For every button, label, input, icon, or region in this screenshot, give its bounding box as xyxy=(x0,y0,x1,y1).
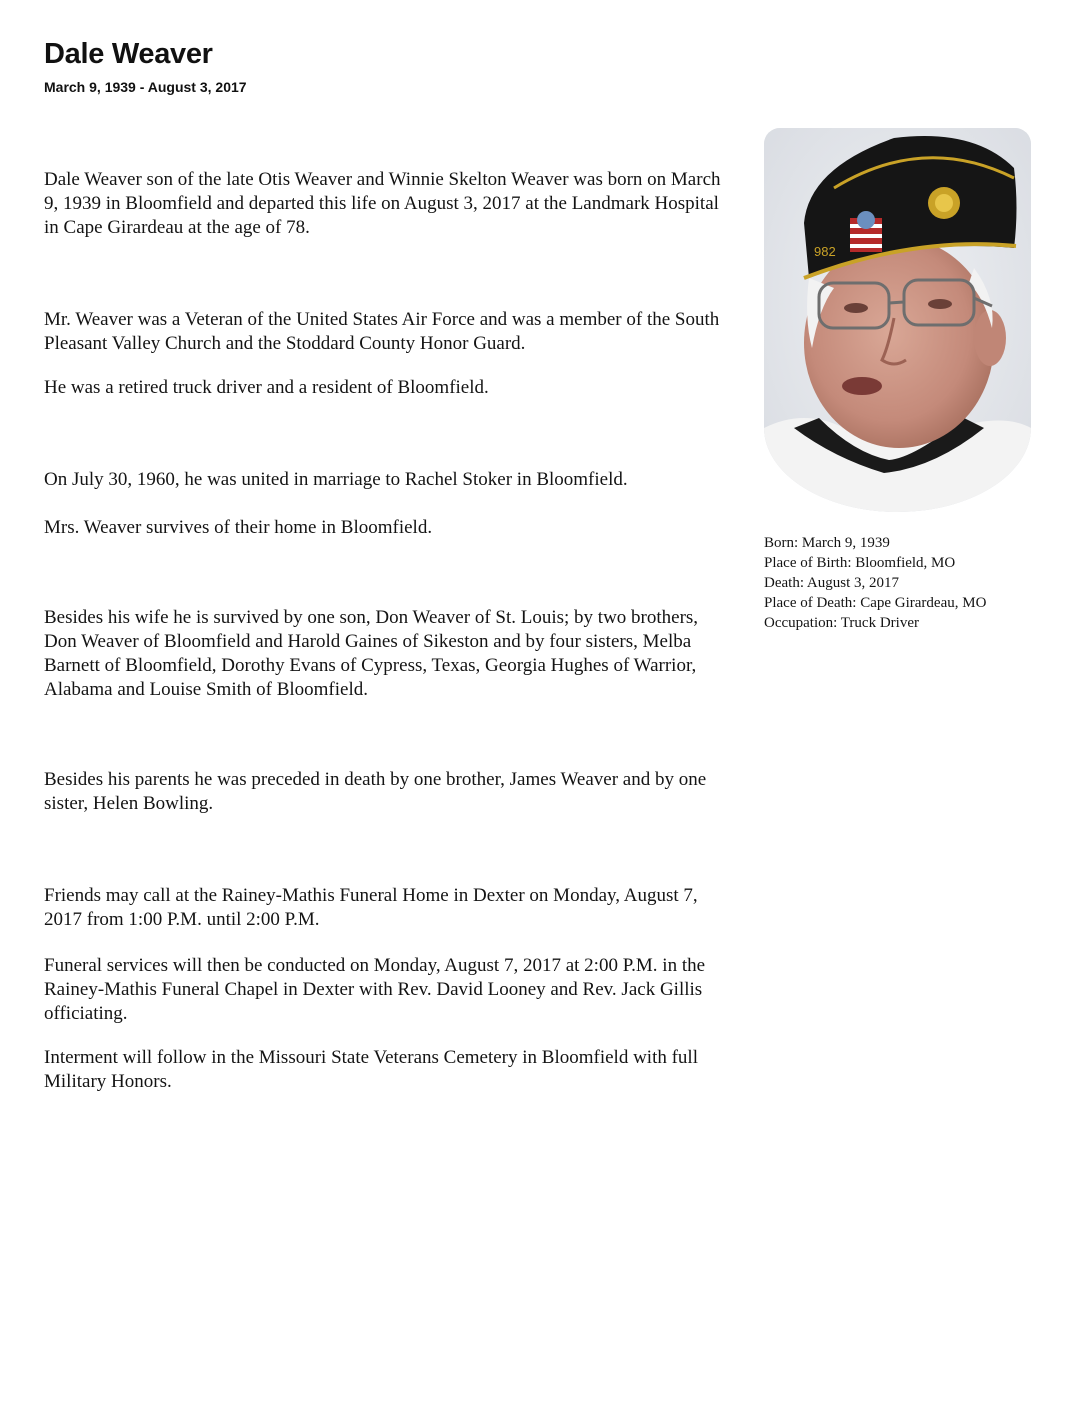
fact-place-of-birth: Place of Birth: Bloomfield, MO xyxy=(764,555,956,571)
obituary-paragraph: Friends may call at the Rainey-Mathis Funeral Home in Dexter on Monday, August 7, 2017 from 1:00 P.M. until 2:00 P.M. xyxy=(44,885,698,930)
fact-occupation: Occupation: Truck Driver xyxy=(764,615,919,631)
life-dates: March 9, 1939 - August 3, 2017 xyxy=(44,79,247,95)
fact-born: Born: March 9, 1939 xyxy=(764,535,890,551)
vital-facts-list xyxy=(764,533,1064,633)
portrait-illustration xyxy=(764,128,1031,512)
obituary-paragraph: Besides his wife he is survived by one son, Don Weaver of St. Louis; by two brothers, Don Weaver of Bloomfield and Harold Gaines of Sikeston and by four sisters, Melba Barnett of Bloomfield, Dorothy Evans of Cypress, Texas, Georgia Hughes of Warrior, Alabama and Louise Smith of Bloomfield. xyxy=(44,607,699,700)
page-title: Dale Weaver xyxy=(44,38,213,70)
fact-place-of-death: Place of Death: Cape Girardeau, MO xyxy=(764,595,987,611)
portrait-photo xyxy=(764,128,1031,512)
obituary-paragraph: Dale Weaver son of the late Otis Weaver and Winnie Skelton Weaver was born on March 9, 1939 in Bloomfield and departed this life on August 3, 2017 at the Landmark Hospital in Cape Girardeau at the age of 78. xyxy=(44,169,721,238)
obituary-paragraph: Funeral services will then be conducted on Monday, August 7, 2017 at 2:00 P.M. in the Rainey-Mathis Funeral Chapel in Dexter with Rev. David Looney and Rev. Jack Gillis officiating. xyxy=(44,955,706,1024)
obituary-paragraph: Mrs. Weaver survives of their home in Bloomfield. xyxy=(44,517,433,538)
svg-text:982: 982 xyxy=(814,244,836,259)
obituary-paragraph: On July 30, 1960, he was united in marriage to Rachel Stoker in Bloomfield. xyxy=(44,469,628,490)
obituary-paragraph: Interment will follow in the Missouri State Veterans Cemetery in Bloomfield with full Military Honors. xyxy=(44,1047,698,1092)
fact-death: Death: August 3, 2017 xyxy=(764,575,899,591)
obituary-paragraph: He was a retired truck driver and a resident of Bloomfield. xyxy=(44,377,489,398)
obituary-paragraph: Besides his parents he was preceded in death by one brother, James Weaver and by one sister, Helen Bowling. xyxy=(44,769,707,814)
obituary-paragraph: Mr. Weaver was a Veteran of the United States Air Force and was a member of the South Pleasant Valley Church and the Stoddard County Honor Guard. xyxy=(44,309,720,354)
